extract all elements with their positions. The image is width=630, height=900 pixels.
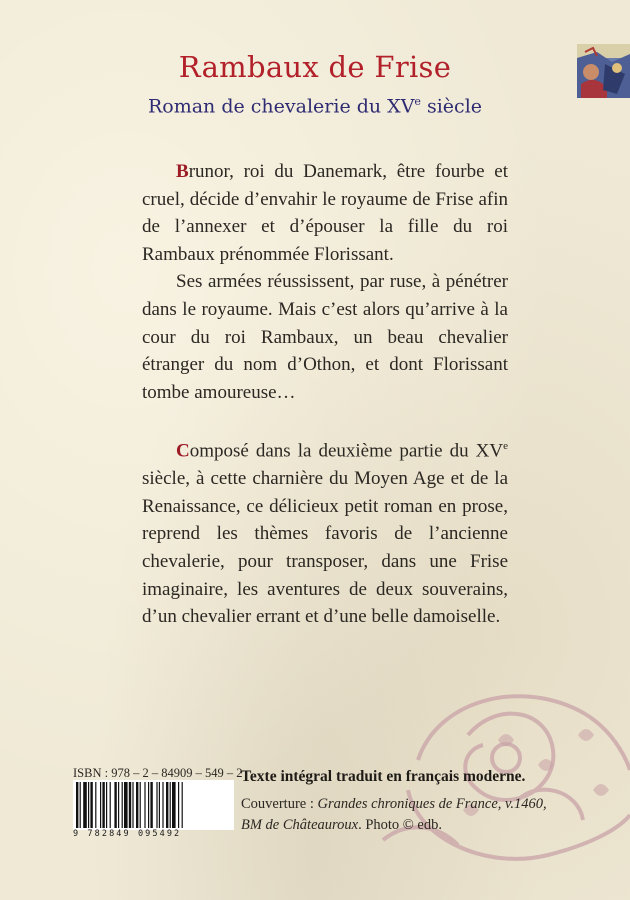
barcode-digits: 9 782849 095492 xyxy=(73,829,182,839)
initial-letter: B xyxy=(176,161,189,182)
book-title: Rambaux de Frise xyxy=(178,50,452,84)
subtitle-text: Roman de chevalerie du XV xyxy=(147,95,415,118)
credit-suffix: . Photo © edb. xyxy=(358,817,442,833)
book-subtitle xyxy=(0,95,630,117)
cover-credit xyxy=(241,794,571,836)
paragraph-text: omposé dans la deuxième partie du XV xyxy=(189,440,504,462)
paragraph-text-end: siècle, à cette charnière du Moyen Age et de la Renaissance, ce délicieux petit roman en prose, reprend les thèmes favoris de l’ancienne chevalerie, pour transposer, dans une Frise imaginaire, les aventures de deux souverains, d’un chevalier errant et d’une belle damoiselle. xyxy=(142,468,508,628)
paragraph-text: runor, roi du Danemark, être fourbe et cruel, décide d’envahir le royaume de Frise afin de l’annexer et d’épouser la fille du roi Rambaux prénommée Florissant. xyxy=(142,161,508,265)
paragraph-superscript: e xyxy=(503,440,508,453)
initial-letter: C xyxy=(176,440,190,462)
full-text-note: Texte intégral traduit en français moderne. xyxy=(241,768,526,785)
isbn-label: ISBN : 978 – 2 – 84909 – 549 – 2 xyxy=(73,766,243,780)
credit-prefix: Couverture : xyxy=(241,796,318,812)
credit-library: BM de Châteauroux xyxy=(241,817,359,833)
summary-paragraph-3 xyxy=(142,433,508,630)
subtitle-text-end: siècle xyxy=(420,95,483,118)
summary-paragraph-1 xyxy=(142,158,508,268)
decorative-initial-ornament xyxy=(378,640,630,875)
summary-paragraph-2: Ses armées réussissent, par ruse, à pénétrer dans le royaume. Mais c’est alors qu’arrive à la cour du roi Rambaux, un beau chevalier étranger du nom d’Othon, et dont Florissant tombe amoureuse… xyxy=(142,271,508,403)
barcode-graphic xyxy=(73,780,234,830)
back-cover-summary xyxy=(142,158,508,631)
credit-work: Grandes chroniques de France, v.1460, xyxy=(317,796,547,812)
subtitle-superscript: e xyxy=(414,95,421,108)
